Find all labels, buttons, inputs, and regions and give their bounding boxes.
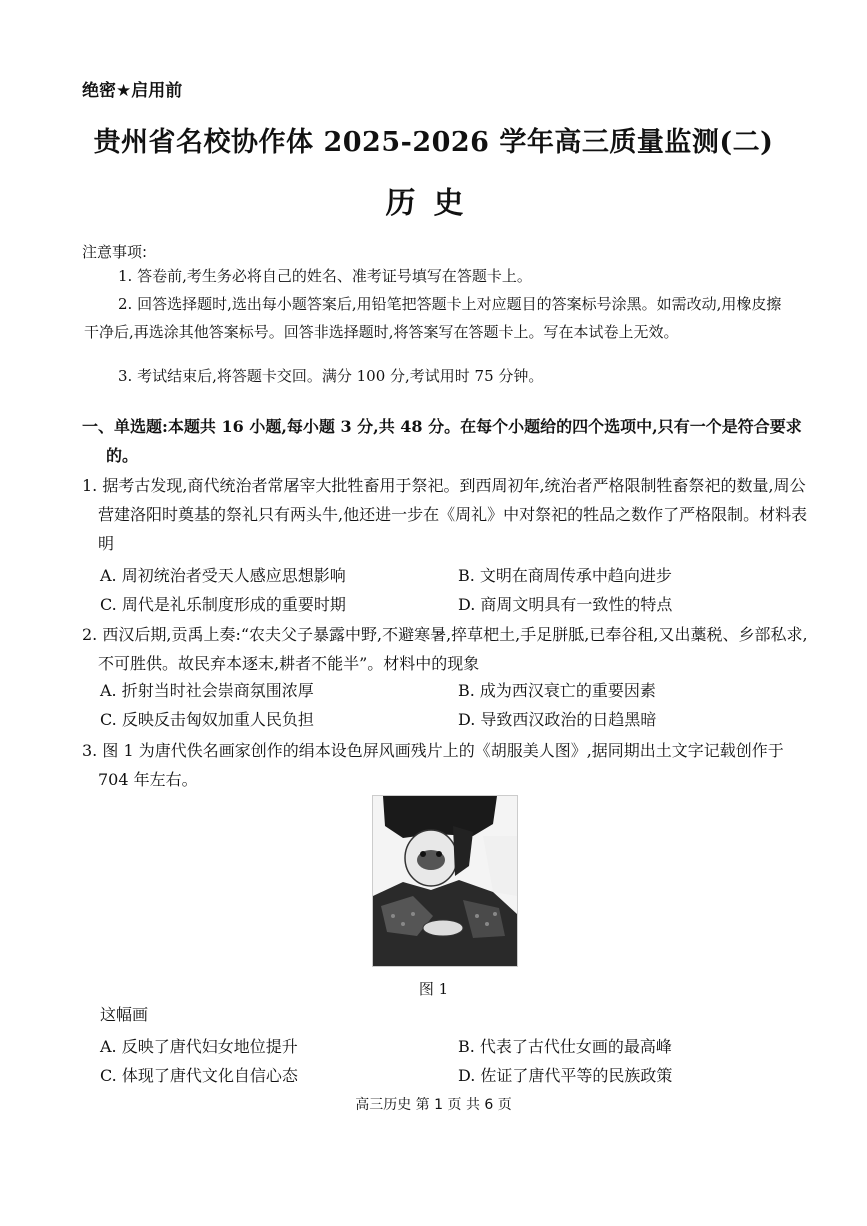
q3-option-b[interactable]: B. 代表了古代仕女画的最高峰: [458, 1037, 672, 1056]
page-footer: 高三历史 第 1 页 共 6 页: [355, 1097, 512, 1113]
q2-option-c[interactable]: C. 反映反击匈奴加重人民负担: [100, 710, 314, 729]
exam-title: 贵州省名校协作体 2025-2026 学年高三质量监测(二): [93, 127, 774, 158]
q1-option-d[interactable]: D. 商周文明具有一致性的特点: [458, 595, 673, 614]
q3-option-d[interactable]: D. 佐证了唐代平等的民族政策: [458, 1066, 673, 1085]
q2-option-d[interactable]: D. 导致西汉政治的日趋黑暗: [458, 710, 657, 729]
notes-heading: 注意事项:: [82, 243, 148, 261]
question-2-stem: 2. 西汉后期,贡禹上奏:“农夫父子暴露中野,不避寒暑,捽草杷土,手足胼胝,已奉谷租,又出藁税、乡部私求,不可胜供。故民弃本逐末,耕者不能半”。材料中的现象: [82, 625, 808, 673]
question-3-stem: 3. 图 1 为唐代佚名画家创作的绢本设色屏风画残片上的《胡服美人图》,据同期出土文字记载创作于 704 年左右。: [82, 741, 784, 789]
subject-title: 历史: [385, 186, 482, 221]
figure-caption: 图 1: [418, 980, 449, 998]
notes-item-3: 3. 考试结束后,将答题卡交回。满分 100 分,考试用时 75 分钟。: [118, 367, 544, 385]
notes-item-1: 1. 答卷前,考生务必将自己的姓名、准考证号填写在答题卡上。: [118, 267, 532, 285]
section-heading: 一、单选题:本题共 16 小题,每小题 3 分,共 48 分。在每个小题给的四个选项中,只有一个是符合要求的。: [82, 417, 802, 465]
q3-option-a[interactable]: A. 反映了唐代妇女地位提升: [100, 1037, 298, 1056]
q2-option-b[interactable]: B. 成为西汉衰亡的重要因素: [458, 681, 656, 700]
q1-option-c[interactable]: C. 周代是礼乐制度形成的重要时期: [100, 595, 346, 614]
q1-option-b[interactable]: B. 文明在商周传承中趋向进步: [458, 566, 672, 585]
q2-option-a[interactable]: A. 折射当时社会崇商氛围浓厚: [100, 681, 314, 700]
q3-lead: 这幅画: [100, 1005, 149, 1024]
q1-option-a[interactable]: A. 周初统治者受天人感应思想影响: [100, 566, 346, 585]
q3-option-c[interactable]: C. 体现了唐代文化自信心态: [100, 1066, 298, 1085]
painting-figure-image: [372, 795, 518, 967]
confidential-mark: 绝密★启用前: [82, 81, 183, 101]
question-1-stem: 1. 据考古发现,商代统治者常屠宰大批牲畜用于祭祀。到西周初年,统治者严格限制牲畜祭祀的数量,周公营建洛阳时奠基的祭礼只有两头牛,他还进一步在《周礼》中对祭祀的牲品之数作了严格限制。材料表明: [82, 476, 808, 553]
notes-item-2: 2. 回答选择题时,选出每小题答案后,用铅笔把答题卡上对应题目的答案标号涂黑。如需改动,用橡皮擦干净后,再选涂其他答案标号。回答非选择题时,将答案写在答题卡上。写在本试卷上无效。: [84, 295, 782, 341]
